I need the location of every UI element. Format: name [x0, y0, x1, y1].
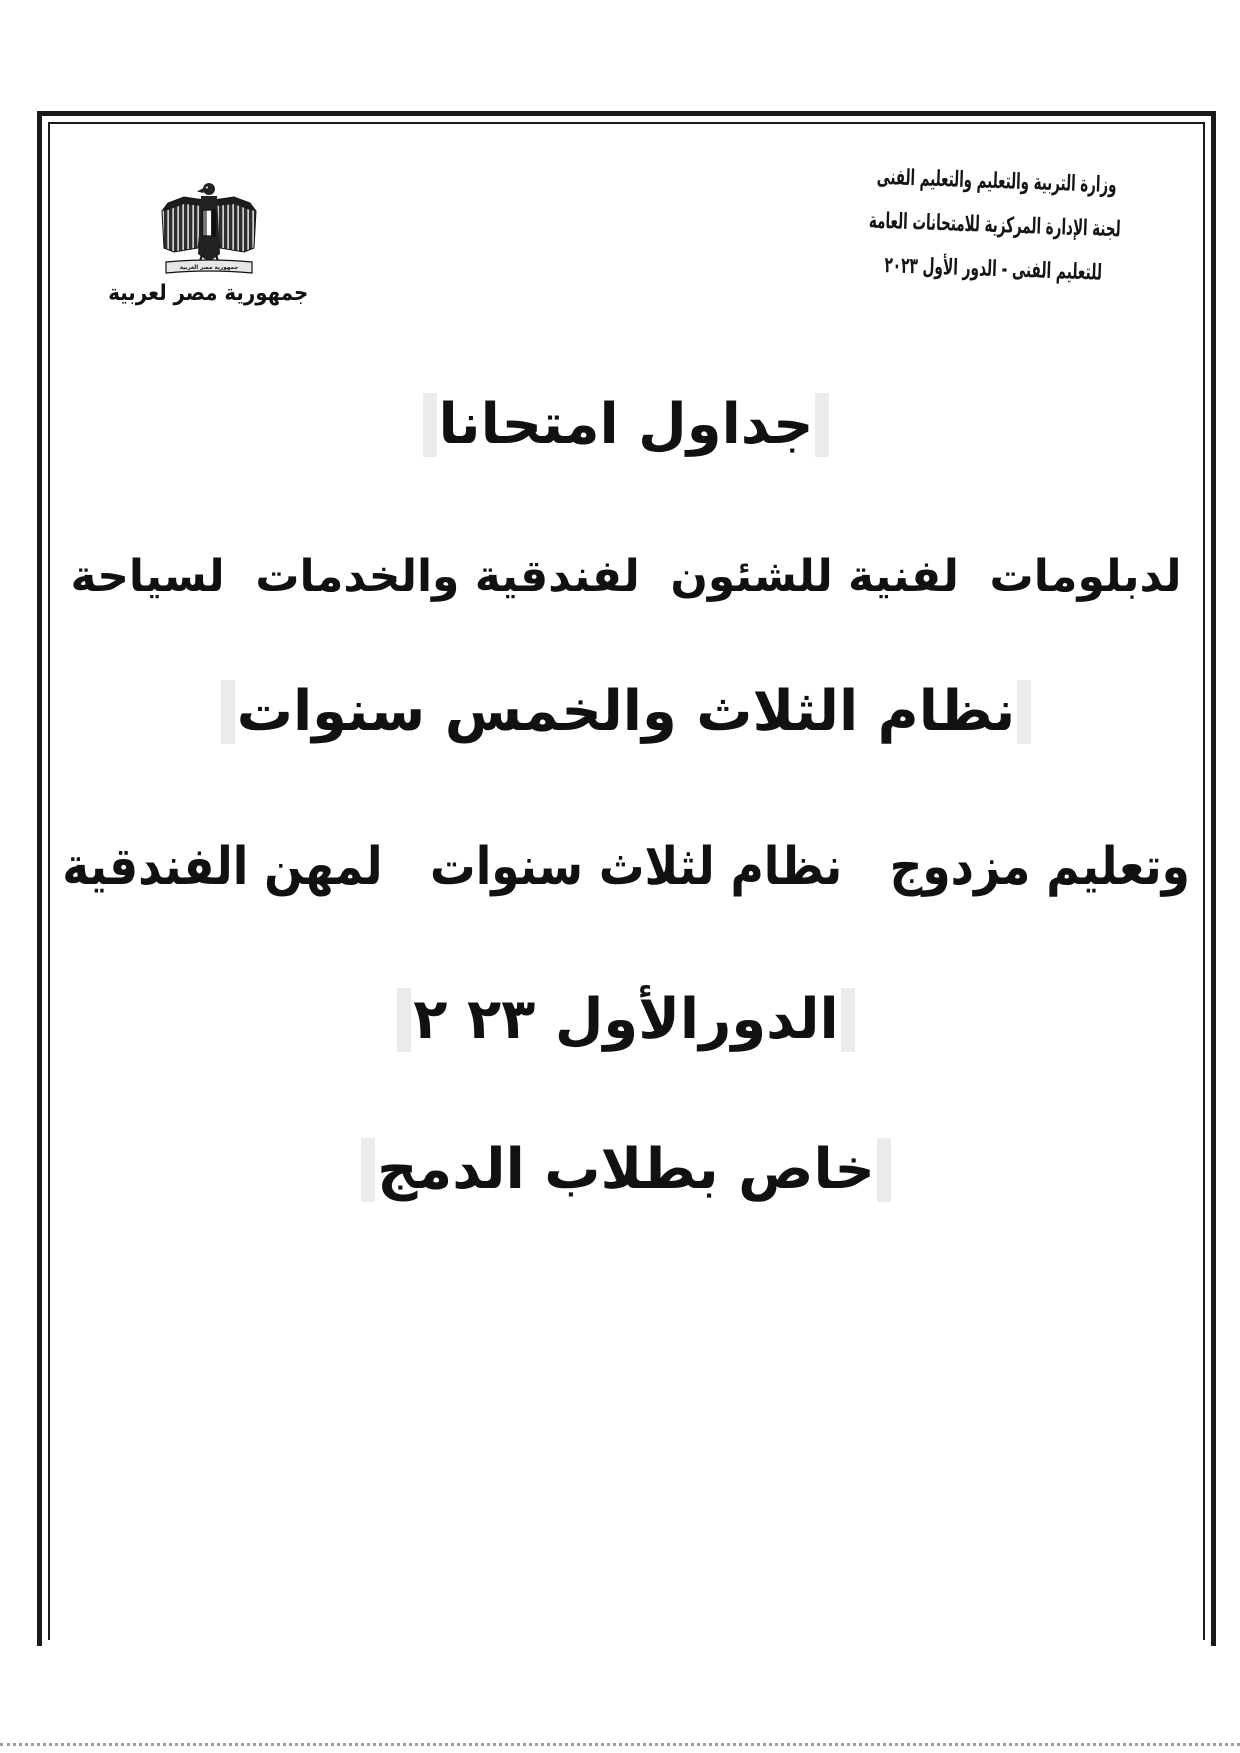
ministry-line-3: [884, 244, 1103, 296]
title-line-6: [62, 1130, 1190, 1210]
country-caption-text: جمهورية مصر لعربية: [107, 281, 308, 306]
ministry-line-2-text: لجنة الإدارة المركزية للامتحانات العامة: [868, 208, 1122, 243]
country-caption: [108, 279, 308, 309]
diplomas-subtitle: لدبلومات لفنية للشئون لفندقية والخدمات لسياحة: [70, 551, 1182, 602]
ministry-line-3-text: للتعليم الفنى - الدور الأول ٢٠٢٣: [884, 253, 1103, 286]
exam-tables-heading: جداول امتحانا: [423, 393, 830, 457]
system-years-line: نظام الثلاث والخمس سنوات: [221, 680, 1032, 744]
dual-education-line: وتعليم مزدوج نظام لثلاث سنوات لمهن الفندقية: [62, 837, 1190, 897]
scan-edge-artifact: [0, 1743, 1240, 1746]
exam-round-line: الدورالأول ٢٣ ٢: [397, 988, 854, 1052]
emblem-banner-text: جمهورية مصر العربية: [179, 265, 239, 272]
title-line-4: [62, 827, 1190, 907]
title-line-2: [62, 537, 1190, 617]
inclusion-students-line: خاص بطلاب الدمج: [361, 1138, 891, 1202]
ministry-stamp: [864, 156, 1126, 297]
title-line-5: [62, 980, 1190, 1060]
eagle-emblem-icon: [154, 178, 264, 278]
title-line-1: [62, 385, 1190, 465]
ministry-line-1-text: وزارة التربية والتعليم والتعليم الفنى: [876, 164, 1117, 199]
title-line-3: [62, 672, 1190, 752]
